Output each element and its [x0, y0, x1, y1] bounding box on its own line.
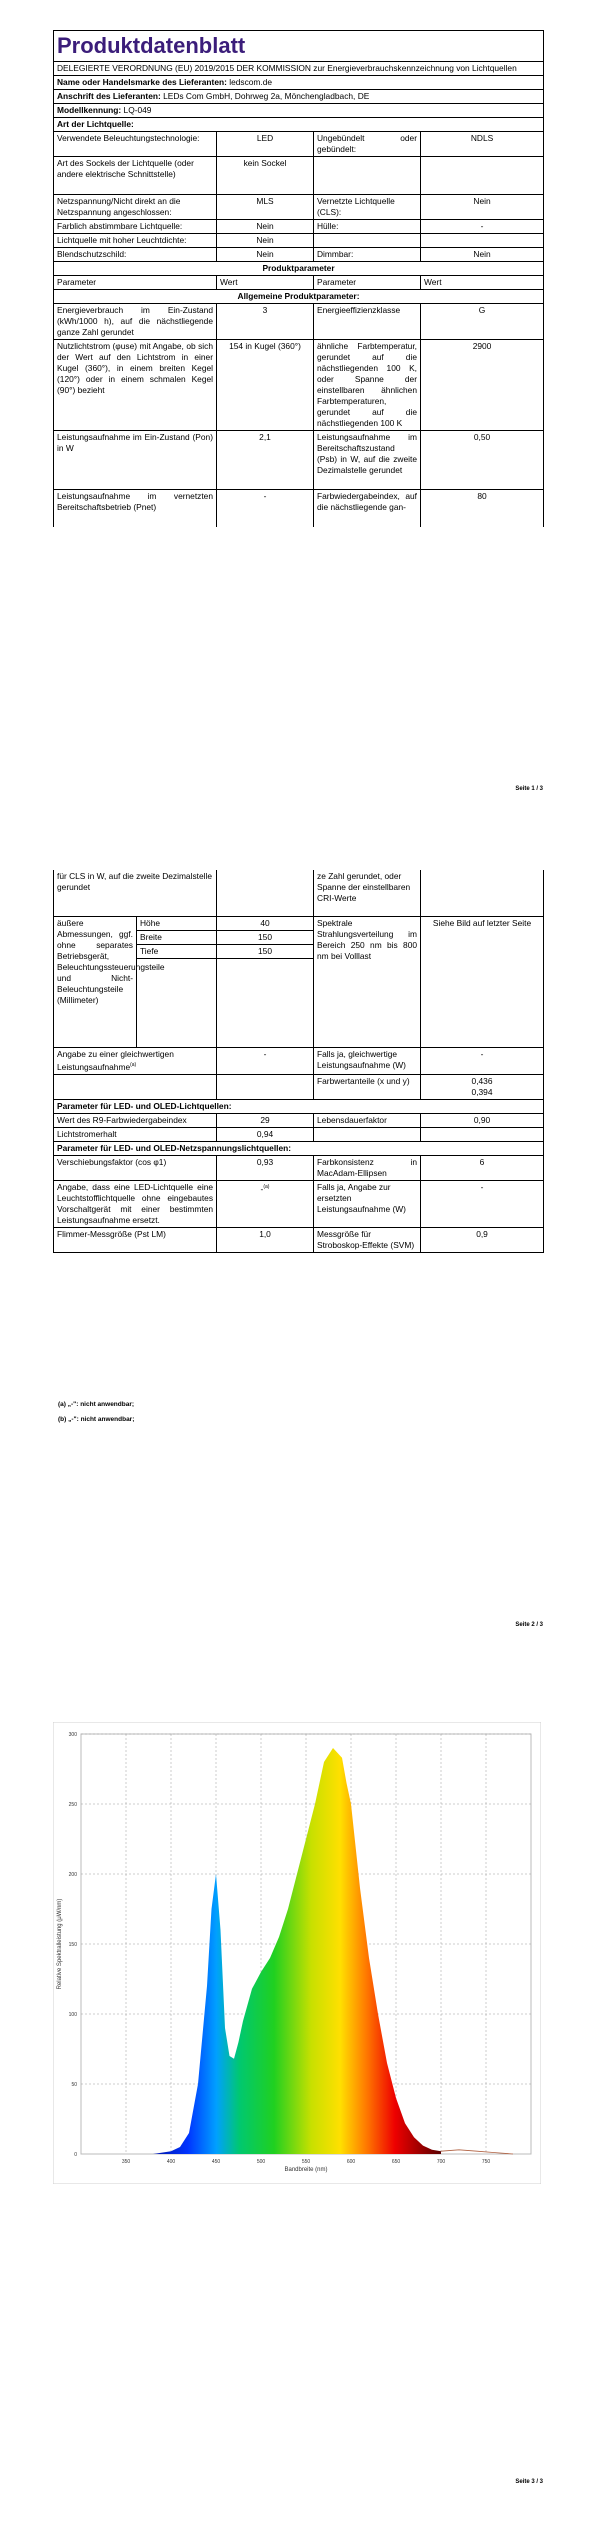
stroboscopic-label: Messgröße für Stroboskop-Effekte (SVM) — [314, 1227, 421, 1252]
product-params-header: Produktparameter — [54, 262, 544, 276]
led-params-header: Parameter für LED- und OLED-Lichtquellen: — [54, 1099, 544, 1113]
page-1 — [53, 30, 543, 527]
chromaticity-label: Farbwertanteile (x und y) — [314, 1074, 421, 1099]
equivalent-watts-label: Falls ja, gleichwertige Leistungsaufnahme (W) — [314, 1048, 421, 1075]
col-param-2: Parameter — [314, 276, 421, 290]
fluorescent-replace-value: -$^{(a)}$ — [217, 1180, 314, 1227]
y-tick-label: 250 — [68, 1802, 77, 1808]
supplier-name-row: Name oder Handelsmarke des Lieferanten: ledscom.de — [54, 76, 544, 90]
page-2 — [53, 870, 543, 1253]
technology-value: LED — [217, 132, 314, 157]
dimensions-label: äußere Abmessungen, ggf. ohne separates Betriebsgerät, Beleuchtungssteuerungsteile und Nicht-Beleuchtungsteile (Millimeter) — [54, 917, 137, 1048]
y-tick-label: 150 — [68, 1942, 77, 1948]
depth-label: Tiefe — [137, 945, 217, 959]
cls-value: Nein — [421, 195, 544, 220]
x-tick-label: 700 — [436, 2159, 446, 2165]
dimmable-label: Dimmbar: — [314, 248, 421, 262]
x-tick-label: 750 — [481, 2159, 491, 2165]
cri-label: Farbwiedergabeindex, auf die nächstliegende gan- — [314, 490, 421, 528]
page-2-footer: Seite 2 / 3 — [515, 1622, 543, 1628]
flicker-value: 1,0 — [217, 1227, 314, 1252]
col-value-1: Wert — [217, 276, 314, 290]
cls-label: Vernetzte Lichtquelle (CLS): — [314, 195, 421, 220]
bundled-label: Ungebündelt oder gebündelt: — [314, 132, 421, 157]
datasheet-table-part-2 — [53, 870, 544, 1253]
glare-shield-value: Nein — [217, 248, 314, 262]
socket-value: kein Sockel — [217, 157, 314, 195]
equivalent-power-value: - — [217, 1048, 314, 1075]
datasheet-table-part-1 — [53, 30, 544, 527]
psb-value: 0,50 — [421, 431, 544, 490]
technology-label: Verwendete Beleuchtungstechnologie: — [54, 132, 217, 157]
macadam-value: 6 — [421, 1155, 544, 1180]
bundled-value: NDLS — [421, 132, 544, 157]
envelope-label: Hülle: — [314, 220, 421, 234]
tunable-label: Farblich abstimmbare Lichtquelle: — [54, 220, 217, 234]
supplier-address-row: Anschrift des Lieferanten: LEDs Com GmbH, Dohrweg 2a, Mönchengladbach, DE — [54, 90, 544, 104]
y-tick-label: 100 — [68, 2012, 77, 2018]
power-factor-value: 0,93 — [217, 1155, 314, 1180]
fluorescent-watts-value: - — [421, 1180, 544, 1227]
y-tick-label: 200 — [68, 1872, 77, 1878]
y-tick-label: 0 — [74, 2152, 77, 2158]
r9-label: Wert des R9-Farbwiedergabeindex — [54, 1113, 217, 1127]
x-tick-label: 550 — [301, 2159, 311, 2165]
height-value: 40 — [217, 917, 314, 931]
energy-label: Energieverbrauch im Ein-Zustand (kWh/1000 h), auf die nächstliegende ganze Zahl gerundet — [54, 304, 217, 340]
regulation-text: DELEGIERTE VERORDNUNG (EU) 2019/2015 DER KOMMISSION zur Energieverbrauchskennzeichnung von Lichtquellen — [54, 62, 544, 76]
power-factor-label: Verschiebungsfaktor (cos φ1) — [54, 1155, 217, 1180]
x-axis-label: Bandbreite (nm) — [284, 2167, 328, 2173]
footnote-b: (b) „-": nicht anwendbar; — [58, 1416, 135, 1423]
x-tick-label: 350 — [121, 2159, 131, 2165]
y-tick-label: 300 — [68, 1732, 77, 1738]
equivalent-watts-value: - — [421, 1048, 544, 1075]
envelope-value: - — [421, 220, 544, 234]
flux-label: Nutzlichtstrom (φuse) mit Angabe, ob sich der Wert auf den Lichtstrom in einer Kugel (360°), in einem breiten Kegel (120°) oder in einem schmalen Kegel (90°) bezieht — [54, 340, 217, 431]
psb-label: Leistungsaufnahme im Bereitschaftszustand (Psb) in W, auf die zweite Dezimalstelle gerundet — [314, 431, 421, 490]
chromaticity-value: 0,436 0,394 — [421, 1074, 544, 1099]
cct-label: ähnliche Farbtemperatur, gerundet auf die nächstliegenden 100 K, oder Spanne der einstellbaren ähnlichen Farbtemperaturen, gerundet auf die nächstliegenden 100 K — [314, 340, 421, 431]
tunable-value: Nein — [217, 220, 314, 234]
y-axis-label: Relative Spektralleistung (μW/nm) — [57, 1898, 63, 1990]
width-value: 150 — [217, 931, 314, 945]
col-value-2: Wert — [421, 276, 544, 290]
footnote-a: (a) „-": nicht anwendbar; — [58, 1401, 135, 1408]
pnet-value: - — [217, 490, 314, 528]
col-param-1: Parameter — [54, 276, 217, 290]
x-tick-label: 400 — [166, 2159, 176, 2165]
fluorescent-replace-label: Angabe, dass eine LED-Lichtquelle eine Leuchtstofflichtquelle ohne eingebautes Vorschaltgerät mit einer bestimmten Leistungsaufnahme ersetzt. — [54, 1180, 217, 1227]
pon-value: 2,1 — [217, 431, 314, 490]
spd-value: Siehe Bild auf letzter Seite — [421, 917, 544, 1048]
y-tick-label: 50 — [71, 2082, 77, 2088]
cct-value: 2900 — [421, 340, 544, 431]
page-1-footer: Seite 1 / 3 — [515, 786, 543, 792]
general-params-header: Allgemeine Produktparameter: — [54, 290, 544, 304]
energy-class-label: Energieeffizienzklasse — [314, 304, 421, 340]
pon-label: Leistungsaufnahme im Ein-Zustand (Pon) in W — [54, 431, 217, 490]
lumen-maint-label: Lichtstromerhalt — [54, 1127, 217, 1141]
spd-label: Spektrale Strahlungsverteilung im Bereich 250 nm bis 800 nm bei Volllast — [314, 917, 421, 1048]
high-luminance-label: Lichtquelle mit hoher Leuchtdichte: — [54, 234, 217, 248]
x-tick-label: 500 — [256, 2159, 266, 2165]
model-row: Modellkennung: LQ-049 — [54, 104, 544, 118]
pnet-label: Leistungsaufnahme im vernetzten Bereitschaftsbetrieb (Pnet) — [54, 490, 217, 528]
macadam-label: Farbkonsistenz in MacAdam-Ellipsen — [314, 1155, 421, 1180]
page-3-footer: Seite 3 / 3 — [515, 2479, 543, 2485]
pnet-label-cont: für CLS in W, auf die zweite Dezimalstelle gerundet — [54, 870, 217, 917]
survival-value: 0,90 — [421, 1113, 544, 1127]
socket-label: Art des Sockels der Lichtquelle (oder andere elektrische Schnittstelle) — [54, 157, 217, 195]
equivalent-power-label: Angabe zu einer gleichwertigen Leistungsaufnahme$^{(a)}$ — [54, 1048, 217, 1075]
x-tick-label: 600 — [346, 2159, 356, 2165]
mains-params-header: Parameter für LED- und OLED-Netzspannungslichtquellen: — [54, 1141, 544, 1155]
mains-value: MLS — [217, 195, 314, 220]
glare-shield-label: Blendschutzschild: — [54, 248, 217, 262]
energy-value: 3 — [217, 304, 314, 340]
cri-label-cont: ze Zahl gerundet, oder Spanne der einstellbaren CRI-Werte — [314, 870, 421, 917]
width-label: Breite — [137, 931, 217, 945]
energy-class-value: G — [421, 304, 544, 340]
x-tick-label: 450 — [211, 2159, 221, 2165]
flicker-label: Flimmer-Messgröße (Pst LM) — [54, 1227, 217, 1252]
cri-value: 80 — [421, 490, 544, 528]
r9-value: 29 — [217, 1113, 314, 1127]
lumen-maint-value: 0,94 — [217, 1127, 314, 1141]
page-title: Produktdatenblatt — [54, 31, 544, 62]
spectrum-chart — [53, 1722, 541, 2184]
height-label: Höhe — [137, 917, 217, 931]
high-luminance-value: Nein — [217, 234, 314, 248]
stroboscopic-value: 0,9 — [421, 1227, 544, 1252]
flux-value: 154 in Kugel (360°) — [217, 340, 314, 431]
mains-label: Netzspannung/Nicht direkt an die Netzspannung angeschlossen: — [54, 195, 217, 220]
survival-label: Lebensdauerfaktor — [314, 1113, 421, 1127]
dimmable-value: Nein — [421, 248, 544, 262]
fluorescent-watts-label: Falls ja, Angabe zur ersetzten Leistungsaufnahme (W) — [314, 1180, 421, 1227]
depth-value: 150 — [217, 945, 314, 959]
light-source-type-header: Art der Lichtquelle: — [54, 118, 544, 132]
x-tick-label: 650 — [391, 2159, 401, 2165]
